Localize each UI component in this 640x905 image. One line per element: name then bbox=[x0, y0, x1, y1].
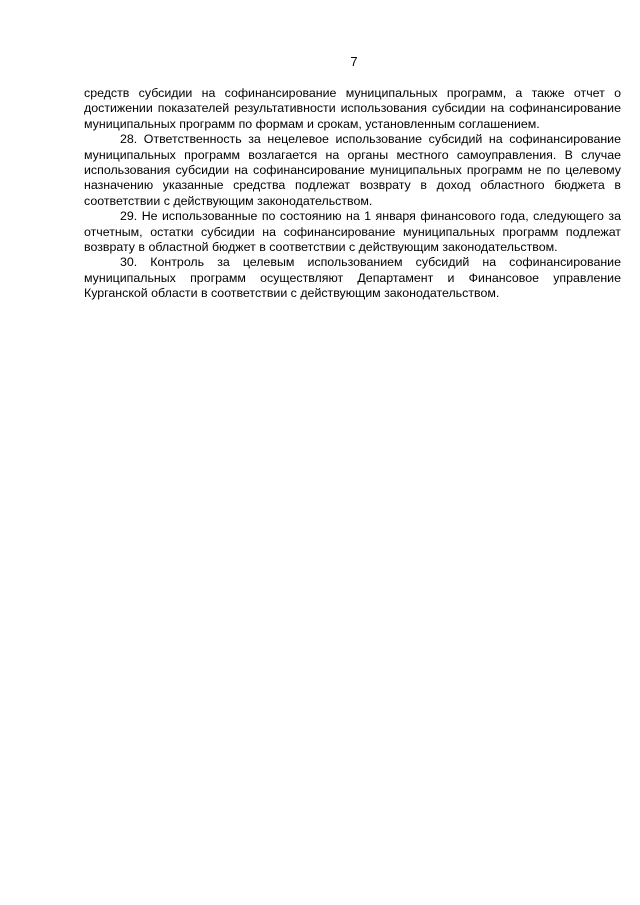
page-number: 7 bbox=[350, 54, 358, 69]
paragraph-29: 29. Не использованные по состоянию на 1 января финансового года, следующего за отчетным, остатки субсидии на софинансирование муниципальных программ подлежат возврату в областной бюджет в соответствии с действующим законодательством. bbox=[84, 209, 621, 255]
paragraph-continuation: средств субсидии на софинансирование муниципальных программ, а также отчет о достижении показателей результативности использования субсидии на софинансирование муниципальных программ по формам и срокам, установленным соглашением. bbox=[84, 86, 621, 131]
paragraph-30: 30. Контроль за целевым использованием субсидий на софинансирование муниципальных программ осуществляют Департамент и Финансовое управление Курганской области в соответствии с действующим законодательством. bbox=[84, 255, 621, 301]
document-body bbox=[84, 86, 621, 302]
paragraph-28: 28. Ответственность за нецелевое использование субсидий на софинансирование муниципальных программ возлагается на органы местного самоуправления. В случае использования субсидии на софинансирование муниципальных программ не по целевому назначению указанные средства подлежат возврату в доход областного бюджета в соответствии с действующим законодательством. bbox=[84, 132, 621, 208]
